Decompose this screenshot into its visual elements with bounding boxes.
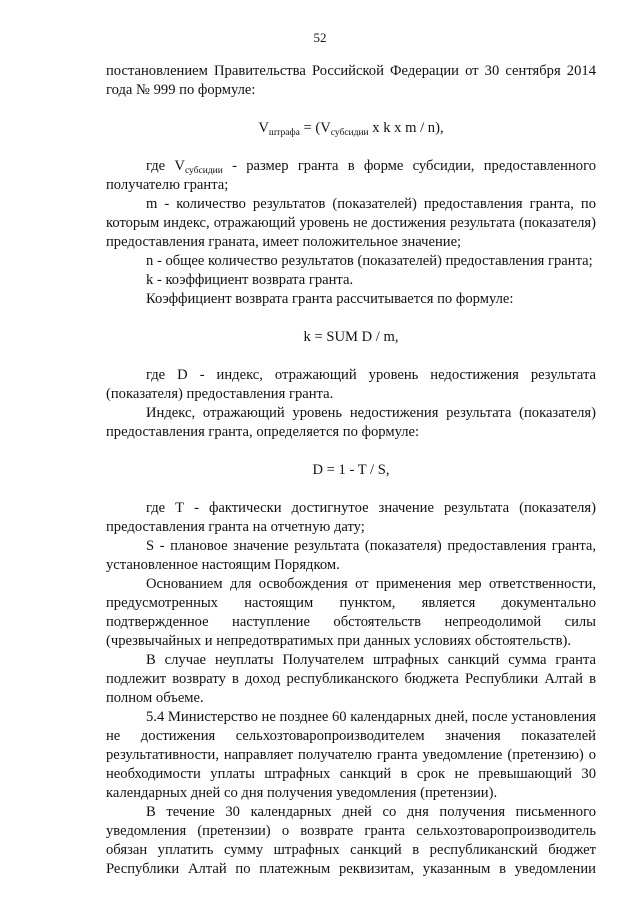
intro-paragraph: постановлением Правительства Российской Федерации от 30 сентября 2014 года № 999 по формуле: — [106, 63, 596, 98]
document-body — [106, 62, 596, 879]
clause-5-4: 5.4 Министерство не позднее 60 календарных дней, после установления не достижения сельхозтоваропроизводителем значения показателей результативности, направляет получателю гранта уведомление (претензию) о необходимости уплаты штрафных санкций в срок не превышающий 30 календарных дней со дня получения уведомления (претензии). — [106, 709, 596, 801]
k-formula-intro: Коэффициент возврата гранта рассчитывается по формуле: — [146, 291, 514, 307]
definition-v-subsidy: где $V_{субсидии}$ - размер гранта в форме субсидии, предоставленного получателю гранта; — [106, 158, 596, 193]
definition-s: S - плановое значение результата (показателя) предоставления гранта, установленное настоящим Порядком. — [106, 538, 596, 573]
d-formula-intro: Индекс, отражающий уровень недостижения результата (показателя) предоставления гранта, определяется по формуле: — [106, 405, 596, 440]
force-majeure-paragraph: Основанием для освобождения от применения мер ответственности, предусмотренных настоящим пунктом, является документально подтвержденное наступление обстоятельств непреодолимой силы (чрезвычайных и непредотвратимых при данных условиях обстоятельств). — [106, 576, 596, 649]
d-formula: D = 1 - T / S, — [312, 462, 390, 478]
nonpayment-paragraph: В случае неуплаты Получателем штрафных санкций сумма гранта подлежит возврату в доход республиканского бюджета Республики Алтай в полном объеме. — [106, 652, 596, 706]
k-formula: k = SUM D / m, — [303, 329, 399, 345]
definition-k: k - коэффициент возврата гранта. — [146, 272, 354, 288]
repayment-paragraph: В течение 30 календарных дней со дня получения письменного уведомления (претензии) о возврате гранта сельхозтоваропроизводитель обязан уплатить сумму штрафных санкций в республиканский бюджет Республики Алтай по платежным реквизитам, указанным в уведомлении — [106, 804, 596, 877]
definition-n: n - общее количество результатов (показателей) предоставления гранта; — [146, 253, 593, 269]
definition-t: где Т - фактически достигнутое значение результата (показателя) предоставления гранта на отчетную дату; — [106, 500, 596, 535]
definition-m: m - количество результатов (показателей) предоставления гранта, по которым индекс, отражающий уровень не достижения результата (показателя) предоставления граната, имеет положительное значение; — [106, 196, 596, 250]
penalty-formula: $V_{штрафа} = (V_{субсидии}$ x k x m / n), — [258, 120, 444, 138]
page-number: 52 — [313, 30, 327, 45]
definition-d: где D - индекс, отражающий уровень недостижения результата (показателя) предоставления гранта. — [106, 367, 596, 402]
